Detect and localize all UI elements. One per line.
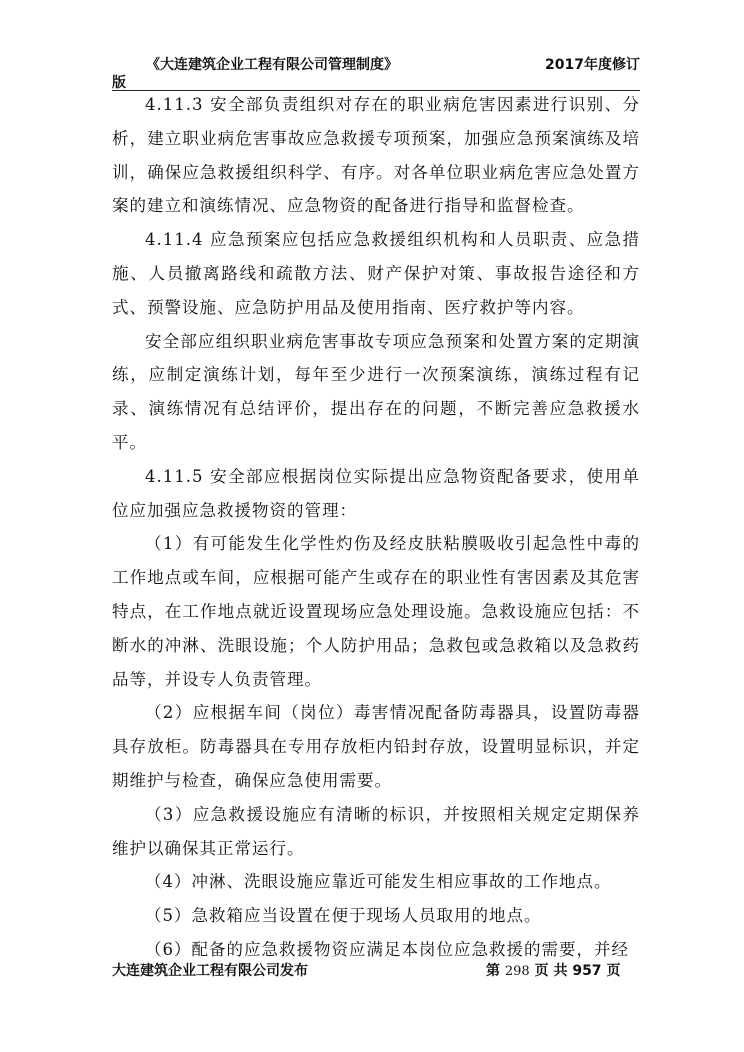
publisher-label: 大连建筑企业工程有限公司发布 bbox=[112, 963, 308, 979]
page-mid: 页 共 bbox=[534, 963, 568, 979]
paragraph-item-3: （3）应急救援设施应有清晰的标识，并按照相关规定定期保养维护以确保其正常运行。 bbox=[112, 804, 640, 858]
page-suffix: 页 bbox=[606, 963, 621, 979]
edition-label-wrap: 版 bbox=[112, 75, 126, 91]
paragraph-item-2: （2）应根据车间（岗位）毒害情况配备防毒器具，设置防毒器具存放柜。防毒器具在专用存放柜内铅封存放，设置明显标识，并定期维护与检查，确保应急使用需要。 bbox=[112, 703, 640, 790]
document-title: 《大连建筑企业工程有限公司管理制度》 bbox=[146, 57, 398, 73]
paragraph-item-1: （1）有可能发生化学性灼伤及经皮肤粘膜吸收引起急性中毒的工作地点或车间，应根据可能产生或存在的职业性有害因素及其危害特点，在工作地点就近设置现场应急处理设施。急救设施应包括：不断水的冲淋、洗眼设施；个人防护用品；急救包或急救箱以及急救药品等，并设专人负责管理。 bbox=[112, 534, 640, 689]
paragraph-item-5: （5）急救箱应当设置在便于现场人员取用的地点。 bbox=[145, 906, 542, 926]
current-page: 298 bbox=[504, 964, 530, 979]
paragraph-drill-plan: 安全部应组织职业病危害事故专项应急预案和处置方案的定期演练，应制定演练计划，每年至少进行一次预案演练，演练过程有记录、演练情况有总结评价，提出存在的问题，不断完善应急救援水平。 bbox=[112, 331, 640, 452]
page-header bbox=[112, 50, 640, 90]
paragraph-item-4: （4）冲淋、洗眼设施应靠近可能发生相应事故的工作地点。 bbox=[145, 872, 612, 892]
paragraph-4-11-3: 4.11.3 安全部负责组织对存在的职业病危害因素进行识别、分析，建立职业病危害事故应急救援专项预案，加强应急预案演练及培训，确保应急救援组织科学、有序。对各单位职业病危害应急处置方案的建立和演练情况、应急物资的配备进行指导和监督检查。 bbox=[112, 95, 640, 216]
paragraph-4-11-4: 4.11.4 应急预案应包括应急救援组织机构和人员职责、应急措施、人员撤离路线和疏散方法、财产保护对策、事故报告途径和方式、预警设施、应急防护用品及使用指南、医疗救护等内容。 bbox=[112, 230, 640, 317]
document-body bbox=[112, 88, 640, 967]
page-prefix: 第 bbox=[486, 963, 500, 979]
edition-label: 2017年度修订 bbox=[545, 57, 640, 73]
paragraph-item-6: （6）配备的应急救援物资应满足本岗位应急救援的需要，并经 bbox=[145, 939, 629, 959]
page-footer bbox=[112, 960, 640, 984]
paragraph-4-11-5: 4.11.5 安全部应根据岗位实际提出应急物资配备要求，使用单位应加强应急救援物资的管理： bbox=[112, 466, 640, 520]
page-number bbox=[486, 960, 620, 980]
total-pages: 957 bbox=[572, 963, 602, 979]
